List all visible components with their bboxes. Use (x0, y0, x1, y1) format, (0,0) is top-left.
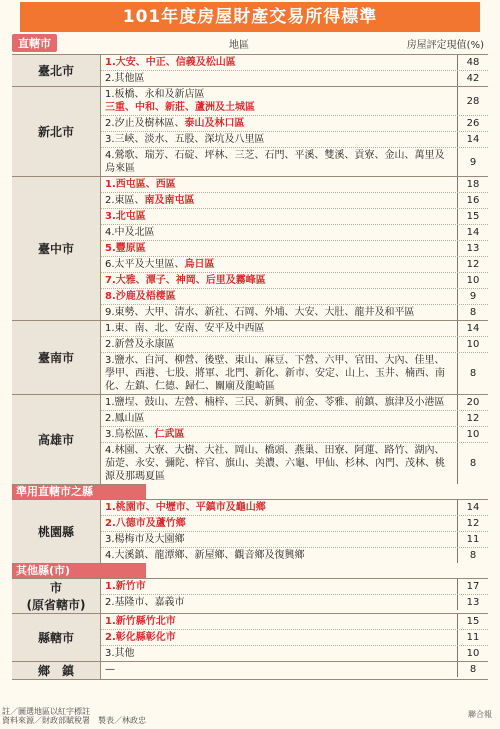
value-cell: 10 (457, 646, 488, 661)
table-row (101, 532, 488, 548)
area-text: 3.鳥松區、仁武區 (105, 429, 185, 440)
area-text: 1.鹽埕、鼓山、左營、楠梓、三民、新興、前金、苓雅、前鎮、旗津及小港區 (105, 397, 445, 408)
city-group (12, 394, 488, 484)
value-cell: 16 (457, 193, 488, 208)
area-text: 7.大雅、潭子、神岡、后里及霧峰區 (105, 275, 266, 286)
city-group (12, 54, 488, 86)
table-row (101, 646, 488, 661)
area-text: 4.大溪鎮、龍潭鄉、新屋鄉、觀音鄉及復興鄉 (105, 550, 305, 561)
area-text: 1.西屯區、西區 (105, 179, 176, 190)
area-text: 3.其他 (105, 648, 135, 659)
table-row (101, 516, 488, 532)
value-cell: 28 (457, 87, 488, 115)
value-cell: 9 (457, 289, 488, 304)
area-text: 9.東勢、大甲、清水、新社、石岡、外埔、大安、大肚、龍井及和平區 (105, 307, 415, 318)
table-row (101, 116, 488, 132)
table-row (101, 548, 488, 563)
table-row (101, 321, 488, 337)
table-header (12, 32, 488, 54)
area-text: — (105, 664, 115, 675)
value-cell: 42 (457, 71, 488, 86)
city-name: 臺北市 (12, 55, 101, 86)
city-group (12, 499, 488, 563)
footer-note: 註／圖選地區以紅字標註 (2, 707, 90, 716)
city-group (12, 320, 488, 394)
value-cell: 13 (457, 595, 488, 610)
highlighted-area: 仁武區 (154, 429, 185, 440)
table-row (101, 177, 488, 193)
table-row (101, 148, 488, 176)
city-name: 臺中市 (12, 177, 101, 320)
area-text: 6.太平及大里區、烏日區 (105, 259, 215, 270)
table-row (101, 305, 488, 320)
section-label-municipality: 直轄市 (12, 34, 57, 52)
table-row (101, 614, 488, 630)
value-cell: 14 (457, 225, 488, 240)
highlighted-area: 南及南屯區 (144, 195, 195, 206)
table-row (101, 132, 488, 148)
city-group (12, 176, 488, 320)
area-text: 3.三峽、淡水、五股、深坑及八里區 (105, 134, 265, 145)
income-standard-table (12, 32, 488, 680)
table-row (101, 353, 488, 394)
table-row (101, 87, 488, 116)
area-text: 2.彰化縣彰化市 (105, 632, 176, 643)
value-cell: 10 (457, 273, 488, 288)
value-cell: 12 (457, 411, 488, 426)
footer-source: 資料來源／財政部賦稅署 製表／林政忠 (2, 716, 146, 725)
city-name: 桃園縣 (12, 500, 101, 563)
table-row (101, 595, 488, 610)
area-text: 2.鳳山區 (105, 413, 145, 424)
area-text: 8.沙鹿及梧棲區 (105, 291, 176, 302)
county-groups (12, 499, 488, 563)
table-row (101, 193, 488, 209)
value-cell: 12 (457, 257, 488, 272)
value-cell: 15 (457, 614, 488, 629)
other-groups (12, 578, 488, 679)
footer-notes (2, 707, 146, 725)
value-cell: 12 (457, 516, 488, 531)
value-cell: 11 (457, 630, 488, 645)
area-text: 1.大安、中正、信義及松山區 (105, 57, 236, 68)
table-row (101, 630, 488, 646)
area-text: 3.北屯區 (105, 211, 146, 222)
column-header-area: 地區 (229, 39, 249, 51)
value-cell: 8 (457, 305, 488, 320)
area-text: 2.其他區 (105, 73, 145, 84)
area-text: 3.鹽水、白河、柳營、後壁、東山、麻豆、下營、六甲、官田、大內、佳里、學甲、西港、七股、將軍、北門、新化、新市、安定、山上、玉井、楠西、南化、左鎮、仁德、歸仁、關廟及龍崎區 (105, 355, 445, 392)
value-cell: 10 (457, 337, 488, 352)
value-cell: 18 (457, 177, 488, 192)
area-text: 4.中及北區 (105, 227, 155, 238)
area-text: 4.林園、大寮、大樹、大社、岡山、橋頭、燕巢、田寮、阿蓮、路竹、湖內、茄萣、永安、彌陀、梓官、旗山、美濃、六龜、甲仙、杉林、內門、茂林、桃源及那瑪夏區 (105, 445, 445, 482)
value-cell: 20 (457, 395, 488, 410)
city-name: 新北市 (12, 87, 101, 176)
area-text: 1.東、南、北、安南、安平及中西區 (105, 323, 265, 334)
value-cell: 8 (457, 353, 488, 394)
value-cell: 10 (457, 427, 488, 442)
area-text: 2.八德市及蘆竹鄉 (105, 518, 186, 529)
value-cell: 8 (457, 548, 488, 563)
city-name: 市 (原省轄市) (12, 579, 101, 613)
city-group (12, 86, 488, 176)
value-cell: 14 (457, 321, 488, 336)
publisher-logo: 聯合報 (468, 710, 492, 719)
area-text: 2.基隆市、嘉義市 (105, 597, 185, 608)
area-text: 2.新營及永康區 (105, 339, 175, 350)
area-text: 1.桃園市、中壢市、平鎮市及龜山鄉 (105, 502, 266, 513)
city-group (12, 661, 488, 679)
table-row (101, 662, 488, 677)
table-row (101, 443, 488, 484)
table-row (101, 395, 488, 411)
value-cell: 11 (457, 532, 488, 547)
table-row (101, 411, 488, 427)
area-text: 5.豐原區 (105, 243, 146, 254)
table-row (101, 71, 488, 86)
city-name: 鄉 鎮 (12, 662, 101, 679)
city-name: 臺南市 (12, 321, 101, 394)
value-cell: 8 (457, 662, 488, 677)
value-cell: 15 (457, 209, 488, 224)
area-text: 2.東區、南及南屯區 (105, 195, 195, 206)
value-cell: 48 (457, 55, 488, 70)
table-row (101, 427, 488, 443)
highlighted-area: 泰山及林口區 (184, 118, 245, 129)
area-text: 1.新竹市 (105, 581, 146, 592)
table-row (101, 273, 488, 289)
section-label-other: 其他縣(市) (12, 563, 146, 578)
value-cell: 9 (457, 148, 488, 176)
table-row (101, 579, 488, 595)
city-name: 縣轄市 (12, 614, 101, 661)
value-cell: 8 (457, 443, 488, 484)
section-label-county: 準用直轄市之縣 (12, 484, 146, 499)
value-cell: 14 (457, 500, 488, 515)
value-cell: 13 (457, 241, 488, 256)
city-group (12, 578, 488, 613)
area-text: 3.楊梅市及大園鄉 (105, 534, 185, 545)
table-row (101, 337, 488, 353)
city-group (12, 613, 488, 661)
table-row (101, 257, 488, 273)
table-row (101, 225, 488, 241)
city-name: 高雄市 (12, 395, 101, 484)
page-title: 101年度房屋財產交易所得標準 (20, 2, 480, 32)
table-row (101, 55, 488, 71)
value-cell: 14 (457, 132, 488, 147)
highlighted-area: 三重、中和、新莊、蘆洲及土城區 (105, 102, 255, 113)
highlighted-area: 烏日區 (184, 259, 215, 270)
area-text: 1.新竹縣竹北市 (105, 616, 176, 627)
table-row (101, 209, 488, 225)
area-text: 1.板橋、永和及新店區 三重、中和、新莊、蘆洲及土城區 (101, 87, 457, 115)
value-cell: 26 (457, 116, 488, 131)
municipality-groups (12, 54, 488, 484)
column-header-value: 房屋評定現值(%) (406, 39, 484, 51)
table-row (101, 289, 488, 305)
area-text: 4.鶯歌、瑞芳、石碇、坪林、三芝、石門、平溪、雙溪、貢寮、金山、萬里及烏來區 (105, 150, 445, 174)
value-cell: 17 (457, 579, 488, 594)
area-text: 2.汐止及樹林區、泰山及林口區 (105, 118, 245, 129)
table-row (101, 500, 488, 516)
table-row (101, 241, 488, 257)
